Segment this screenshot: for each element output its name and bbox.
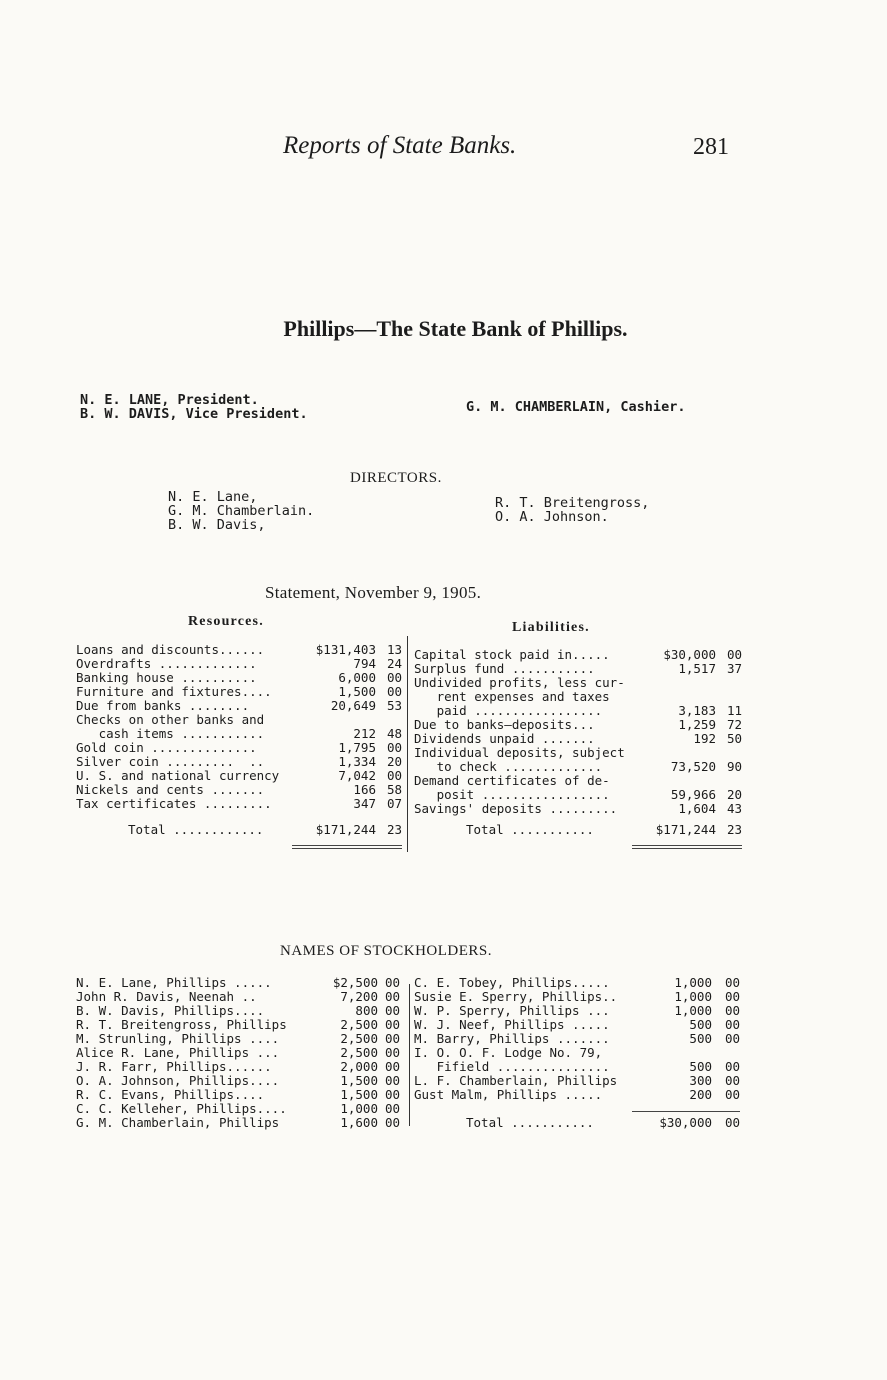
stockholder-row [76,1004,406,1018]
stockholder-row [76,1046,406,1060]
row-amount: 1,000 [340,1101,378,1116]
row-label: Total ............ [128,822,264,837]
row-label: Total ........... [466,822,594,837]
resource-row [76,685,404,699]
stockholders-divider [409,984,410,1126]
row-label: M. Barry, Phillips ....... [414,1031,610,1046]
row-amount: 2,500 [340,1031,378,1046]
row-label: rent expenses and taxes [414,689,610,704]
row-label: Surplus fund ........... [414,661,595,676]
row-cents: 00 [724,1059,740,1074]
stockholder-row [76,1060,406,1074]
row-label: Gold coin .............. [76,740,257,755]
row-cents: 00 [384,1031,400,1046]
row-label: B. W. Davis, Phillips.... [76,1003,265,1018]
row-amount: 347 [353,796,376,811]
row-amount: 800 [355,1003,378,1018]
row-cents: 00 [724,1115,740,1130]
row-amount: $2,500 [332,975,378,990]
row-amount: 212 [353,726,376,741]
stockholders-total-row [414,1116,744,1130]
row-amount: $30,000 [663,647,716,662]
director-name: N. E. Lane, [168,489,258,505]
row-cents: 00 [386,740,402,755]
stockholder-row [414,1088,744,1102]
row-label: W. J. Neef, Phillips ..... [414,1017,610,1032]
stockholder-row [76,990,406,1004]
row-label: C. C. Kelleher, Phillips.... [76,1101,287,1116]
row-label: Gust Malm, Phillips ..... [414,1087,603,1102]
resource-row [76,699,404,713]
row-cents: 00 [724,1073,740,1088]
row-cents: 48 [386,726,402,741]
row-label: Nickels and cents ....... [76,782,265,797]
row-cents: 00 [724,1031,740,1046]
row-cents: 43 [726,801,742,816]
row-amount: 59,966 [670,787,716,802]
liability-row [414,648,744,662]
row-label: Savings' deposits ......... [414,801,618,816]
stockholders-total-rule [632,1111,740,1112]
resources-double-rule [292,845,402,849]
liabilities-table [414,648,744,837]
liability-row [414,732,744,746]
row-label: Checks on other banks and [76,712,265,727]
row-amount: 166 [353,782,376,797]
directors-left [168,490,314,532]
liability-row [414,690,744,704]
liabilities-double-rule [632,845,742,849]
resource-row [76,755,404,769]
liability-row [414,704,744,718]
row-cents: 00 [384,1073,400,1088]
row-label: Capital stock paid in..... [414,647,610,662]
row-amount: 2,000 [340,1059,378,1074]
officer-president: N. E. LANE, President. [80,392,259,408]
row-label: L. F. Chamberlain, Phillips [414,1073,618,1088]
row-cents: 00 [384,1115,400,1130]
stockholder-row [414,1004,744,1018]
stockholder-row [414,1046,744,1060]
row-amount: $131,403 [315,642,376,657]
row-cents: 23 [386,822,402,837]
row-label: Fifield ............... [414,1059,610,1074]
liabilities-total-row [414,823,744,837]
row-label: John R. Davis, Neenah .. [76,989,257,1004]
row-cents: 00 [724,1017,740,1032]
stockholders-heading: NAMES OF STOCKHOLDERS. [280,943,493,959]
liability-row [414,788,744,802]
row-label: Furniture and fixtures.... [76,684,272,699]
row-label: Demand certificates of de- [414,773,610,788]
row-cents: 00 [384,1059,400,1074]
row-cents: 00 [384,1017,400,1032]
column-divider [407,636,408,852]
row-cents: 53 [386,698,402,713]
row-amount: 2,500 [340,1045,378,1060]
liability-row [414,774,744,788]
row-amount: 73,520 [670,759,716,774]
liability-row [414,746,744,760]
resource-row [76,769,404,783]
row-label: R. C. Evans, Phillips.... [76,1087,265,1102]
stockholder-row [414,1060,744,1074]
resources-table [76,643,404,837]
resource-row [76,643,404,657]
resources-heading: Resources. [188,614,264,629]
row-label: Total ........... [466,1115,594,1130]
stockholders-left-table [76,976,406,1130]
row-label: to check ............. [414,759,603,774]
row-label: paid ................. [414,703,603,718]
row-label: Alice R. Lane, Phillips ... [76,1045,280,1060]
row-amount: 1,000 [674,989,712,1004]
row-amount: 200 [689,1087,712,1102]
row-amount: 1,500 [340,1073,378,1088]
row-cents: 13 [386,642,402,657]
row-amount: 500 [689,1017,712,1032]
row-cents: 72 [726,717,742,732]
row-amount: 1,500 [338,684,376,699]
liability-row [414,802,744,816]
resources-total-row [76,823,404,837]
row-cents: 00 [386,670,402,685]
stockholder-row [76,1102,406,1116]
row-label: Individual deposits, subject [414,745,625,760]
stockholder-row [414,976,744,990]
row-amount: 7,042 [338,768,376,783]
director-name: G. M. Chamberlain. [168,503,315,519]
directors-heading: DIRECTORS. [350,470,442,486]
row-cents: 58 [386,782,402,797]
row-amount: 794 [353,656,376,671]
row-label: Dividends unpaid ....... [414,731,595,746]
stockholder-row [76,1074,406,1088]
row-cents: 00 [386,768,402,783]
stockholder-row [414,990,744,1004]
row-label: O. A. Johnson, Phillips.... [76,1073,280,1088]
row-amount: 1,600 [340,1115,378,1130]
row-amount: 500 [689,1031,712,1046]
stockholder-row [76,1018,406,1032]
row-cents: 20 [386,754,402,769]
resource-row [76,783,404,797]
row-label: I. O. O. F. Lodge No. 79, [414,1045,603,1060]
stockholder-row [76,1088,406,1102]
row-amount: $171,244 [655,822,716,837]
row-amount: 1,517 [678,661,716,676]
row-label: W. P. Sperry, Phillips ... [414,1003,610,1018]
row-cents: 07 [386,796,402,811]
officer-vice-president: B. W. DAVIS, Vice President. [80,406,308,422]
resource-row [76,741,404,755]
row-label: Tax certificates ......... [76,796,272,811]
row-cents: 00 [384,989,400,1004]
row-label: N. E. Lane, Phillips ..... [76,975,272,990]
row-label: R. T. Breitengross, Phillips [76,1017,287,1032]
row-cents: 00 [384,1003,400,1018]
director-name: R. T. Breitengross, [495,495,650,511]
row-cents: 00 [384,1045,400,1060]
stockholder-row [414,1074,744,1088]
row-cents: 00 [384,1087,400,1102]
row-label: cash items ........... [76,726,265,741]
row-cents: 20 [726,787,742,802]
row-amount: 300 [689,1073,712,1088]
row-amount: 1,259 [678,717,716,732]
row-label: Loans and discounts...... [76,642,265,657]
liability-row [414,760,744,774]
liability-row [414,718,744,732]
row-cents: 00 [384,975,400,990]
officer-cashier: G. M. CHAMBERLAIN, Cashier. [466,399,686,415]
stockholder-row [414,1018,744,1032]
row-amount: 1,000 [674,975,712,990]
row-cents: 00 [726,647,742,662]
row-label: Overdrafts ............. [76,656,257,671]
row-cents: 00 [724,1087,740,1102]
resource-row [76,657,404,671]
row-amount: 1,500 [340,1087,378,1102]
statement-title: Statement, November 9, 1905. [265,583,482,602]
row-amount: 6,000 [338,670,376,685]
director-name: B. W. Davis, [168,517,266,533]
row-amount: 1,604 [678,801,716,816]
director-name: O. A. Johnson. [495,509,609,525]
row-amount: 1,000 [674,1003,712,1018]
row-cents: 00 [386,684,402,699]
row-cents: 23 [726,822,742,837]
row-amount: 1,795 [338,740,376,755]
directors-right [495,496,649,524]
resource-row [76,797,404,811]
row-label: G. M. Chamberlain, Phillips [76,1115,280,1130]
row-cents: 24 [386,656,402,671]
row-label: posit ................. [414,787,610,802]
row-amount: 500 [689,1059,712,1074]
stockholder-row [76,1032,406,1046]
row-cents: 90 [726,759,742,774]
officers-left [80,393,308,421]
row-label: U. S. and national currency [76,768,280,783]
row-cents: 50 [726,731,742,746]
row-label: M. Strunling, Phillips .... [76,1031,280,1046]
row-amount: $171,244 [315,822,376,837]
resource-row [76,671,404,685]
row-label: Silver coin ......... .. [76,754,265,769]
row-amount: 3,183 [678,703,716,718]
row-amount: 1,334 [338,754,376,769]
row-amount: $30,000 [659,1115,712,1130]
row-label: Due to banks—deposits... [414,717,595,732]
row-amount: 2,500 [340,1017,378,1032]
stockholders-right-table [414,976,744,1130]
row-cents: 00 [724,975,740,990]
liability-row [414,676,744,690]
running-title: Reports of State Banks. [283,132,517,159]
row-amount: 7,200 [340,989,378,1004]
row-cents: 11 [726,703,742,718]
row-label: C. E. Tobey, Phillips..... [414,975,610,990]
row-cents: 00 [724,1003,740,1018]
running-header [0,132,887,166]
stockholder-row [76,1116,406,1130]
page-number: 281 [693,134,729,160]
row-label: J. R. Farr, Phillips...... [76,1059,272,1074]
liability-row [414,662,744,676]
liabilities-heading: Liabilities. [512,620,590,635]
row-label: Susie E. Sperry, Phillips.. [414,989,618,1004]
row-label: Banking house .......... [76,670,257,685]
stockholder-row [76,976,406,990]
stockholder-row [414,1032,744,1046]
row-label: Due from banks ........ [76,698,250,713]
row-cents: 00 [384,1101,400,1116]
resource-row [76,713,404,727]
row-cents: 37 [726,661,742,676]
row-amount: 192 [693,731,716,746]
resource-row [76,727,404,741]
row-label: Undivided profits, less cur- [414,675,625,690]
row-amount: 20,649 [330,698,376,713]
bank-title: Phillips—The State Bank of Phillips. [283,316,628,341]
row-cents: 00 [724,989,740,1004]
